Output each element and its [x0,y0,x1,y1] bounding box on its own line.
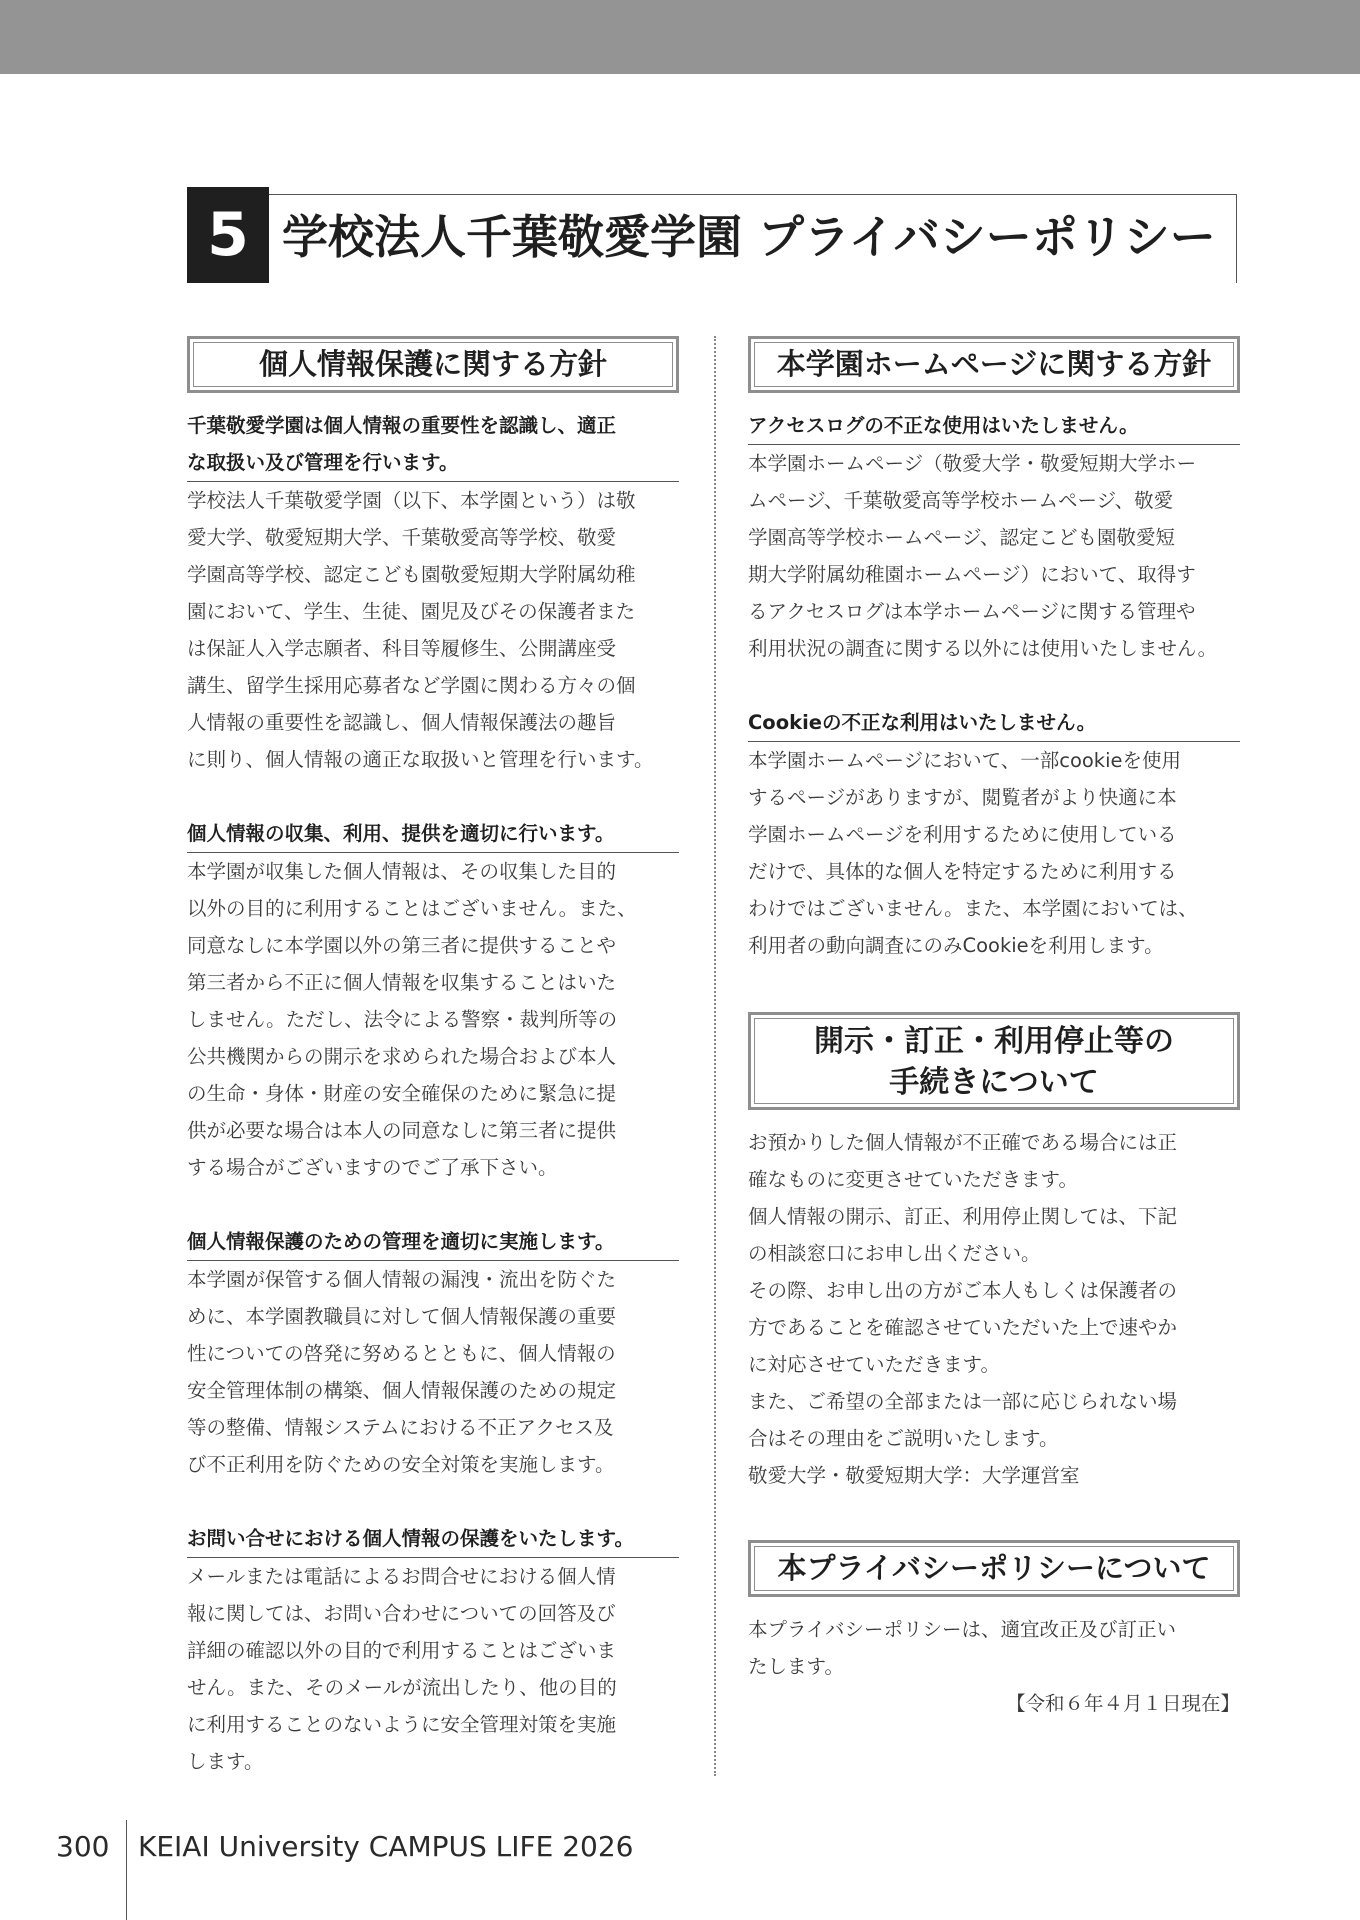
chapter-rule-top [269,194,1237,195]
body-line: 等の整備、情報システムにおける不正アクセス及 [187,1416,614,1439]
body-text [748,445,1240,667]
body-line: に則り、個人情報の適正な取扱いと管理を行います。 [187,748,654,771]
subheading-line: 千葉敬愛学園は個人情報の重要性を認識し、適正 [187,414,617,437]
subheading [187,1223,679,1261]
section-heading-website-policy: 本学園ホームページに関する方針 [748,336,1240,393]
body-text [187,1558,679,1780]
body-line: お預かりした個人情報が不正確である場合には正 [748,1131,1178,1154]
body-text [748,1124,1240,1494]
body-text [187,1261,679,1483]
body-line: 講生、留学生採用応募者など学園に関わる方々の個 [187,674,636,697]
subheading [748,407,1240,445]
body-line: 報に関しては、お問い合わせについての回答及び [187,1602,616,1625]
section-heading-about-policy: 本プライバシーポリシーについて [748,1540,1240,1597]
body-line: 第三者から不正に個人情報を収集することはいた [187,971,617,994]
body-line: び不正利用を防ぐための安全対策を実施します。 [187,1453,615,1476]
body-line: 同意なしに本学園以外の第三者に提供することや [187,934,617,957]
body-line: 詳細の確認以外の目的で利用することはございま [187,1639,617,1662]
body-line: しません。ただし、法令による警察・裁判所等の [187,1008,618,1031]
subheading-line: Cookieの不正な利用はいたしません。 [748,711,1097,734]
subheading-line: な取扱い及び管理を行います。 [187,451,459,474]
subheading-line: 個人情報の収集、利用、提供を適切に行います。 [187,822,615,845]
body-line: 以外の目的に利用することはございません。また、 [187,897,637,920]
body-text [187,853,679,1186]
body-line: 本プライバシーポリシーは、適宜改正及び訂正い [748,1618,1177,1641]
body-line: 本学園が収集した個人情報は、その収集した目的 [187,860,617,883]
body-line: 確なものに変更させていただきます。 [748,1168,1078,1191]
body-line: 利用者の動向調査にのみCookieを利用します。 [748,934,1164,957]
left-column [187,336,679,1780]
body-line: する場合がございますのでご了承下さい。 [187,1156,558,1179]
body-line: わけではございません。また、本学園においては、 [748,897,1198,920]
body-line: します。 [187,1750,264,1773]
chapter-header [187,187,1237,283]
body-line: 合はその理由をご説明いたします。 [748,1427,1059,1450]
body-line: 愛大学、敬愛短期大学、千葉敬愛高等学校、敬愛 [187,526,617,549]
body-line: の生命・身体・財産の安全確保のために緊急に提 [187,1082,617,1105]
heading-line: 手続きについて [889,1065,1099,1100]
footer-rule [126,1820,127,1920]
body-line: 安全管理体制の構築、個人情報保護のための規定 [187,1379,617,1402]
body-line: 本学園が保管する個人情報の漏洩・流出を防ぐた [187,1268,617,1291]
body-line: 本学園ホームページ（敬愛大学・敬愛短期大学ホー [748,452,1197,475]
effective-date: 【令和６年４月１日現在】 [1005,1692,1240,1715]
body-text [187,482,679,778]
body-line: は保証人入学志願者、科目等履修生、公開講座受 [187,637,617,660]
body-line: 人情報の重要性を認識し、個人情報保護法の趣旨 [187,711,617,734]
footer-title: KEIAI University CAMPUS LIFE 2026 [138,1830,634,1863]
body-line: に利用することのないように安全管理対策を実施 [187,1713,617,1736]
subheading [187,407,679,482]
body-line: その際、お申し出の方がご本人もしくは保護者の [748,1279,1178,1302]
subheading-line: アクセスログの不正な使用はいたしません。 [748,414,1139,437]
chapter-rule-right [1236,194,1237,283]
body-line: 学園ホームページを利用するために使用している [748,823,1177,846]
body-line: 学校法人千葉敬愛学園（以下、本学園という）は敬 [187,489,636,512]
top-band [0,0,1360,74]
column-divider [714,336,716,1776]
body-line: 期大学附属幼稚園ホームページ）において、取得す [748,563,1196,586]
chapter-title: 学校法人千葉敬愛学園 プライバシーポリシー [282,210,1216,264]
body-line: 学園高等学校、認定こども園敬愛短期大学附属幼稚 [187,563,636,586]
body-line: せん。また、そのメールが流出したり、他の目的 [187,1676,617,1699]
subheading-line: 個人情報保護のための管理を適切に実施します。 [187,1230,615,1253]
body-line: たします。 [748,1655,844,1678]
body-line: 個人情報の開示、訂正、利用停止関しては、下記 [748,1205,1178,1228]
subheading [187,815,679,853]
heading-line: 開示・訂正・利用停止等の [814,1024,1174,1059]
body-text [748,742,1240,964]
subheading-line: お問い合せにおける個人情報の保護をいたします。 [187,1527,634,1550]
body-line: また、ご希望の全部または一部に応じられない場 [748,1390,1178,1413]
body-line: 学園高等学校ホームページ、認定こども園敬愛短 [748,526,1176,549]
body-text [748,1611,1240,1722]
body-line: するページがありますが、閲覧者がより快適に本 [748,786,1177,809]
right-column [748,336,1240,1722]
body-line: 方であることを確認させていただいた上で速やか [748,1316,1178,1339]
body-line: 公共機関からの開示を求められた場合および本人 [187,1045,617,1068]
body-line: 利用状況の調査に関する以外には使用いたしません。 [748,637,1218,660]
chapter-number: 5 [187,187,269,283]
section-heading-disclosure-procedure [748,1012,1240,1110]
body-line: だけで、具体的な個人を特定するために利用する [748,860,1177,883]
page-number: 300 [56,1830,110,1863]
body-line: 性についての啓発に努めるとともに、個人情報の [187,1342,616,1365]
subheading [748,704,1240,742]
body-line: 本学園ホームページにおいて、一部cookieを使用 [748,749,1182,772]
body-line: 供が必要な場合は本人の同意なしに第三者に提供 [187,1119,617,1142]
body-line: メールまたは電話によるお問合せにおける個人情 [187,1565,616,1588]
subheading [187,1520,679,1558]
body-line: の相談窓口にお申し出ください。 [748,1242,1041,1265]
section-heading-privacy-policy: 個人情報保護に関する方針 [187,336,679,393]
body-line: めに、本学園教職員に対して個人情報保護の重要 [187,1305,617,1328]
body-line: に対応させていただきます。 [748,1353,1000,1376]
body-line: 敬愛大学・敬愛短期大学：大学運営室 [748,1464,1080,1487]
body-line: 園において、学生、生徒、園児及びその保護者また [187,600,636,623]
body-line: るアクセスログは本学ホームページに関する管理や [748,600,1196,623]
body-line: ムページ、千葉敬愛高等学校ホームページ、敬愛 [748,489,1174,512]
